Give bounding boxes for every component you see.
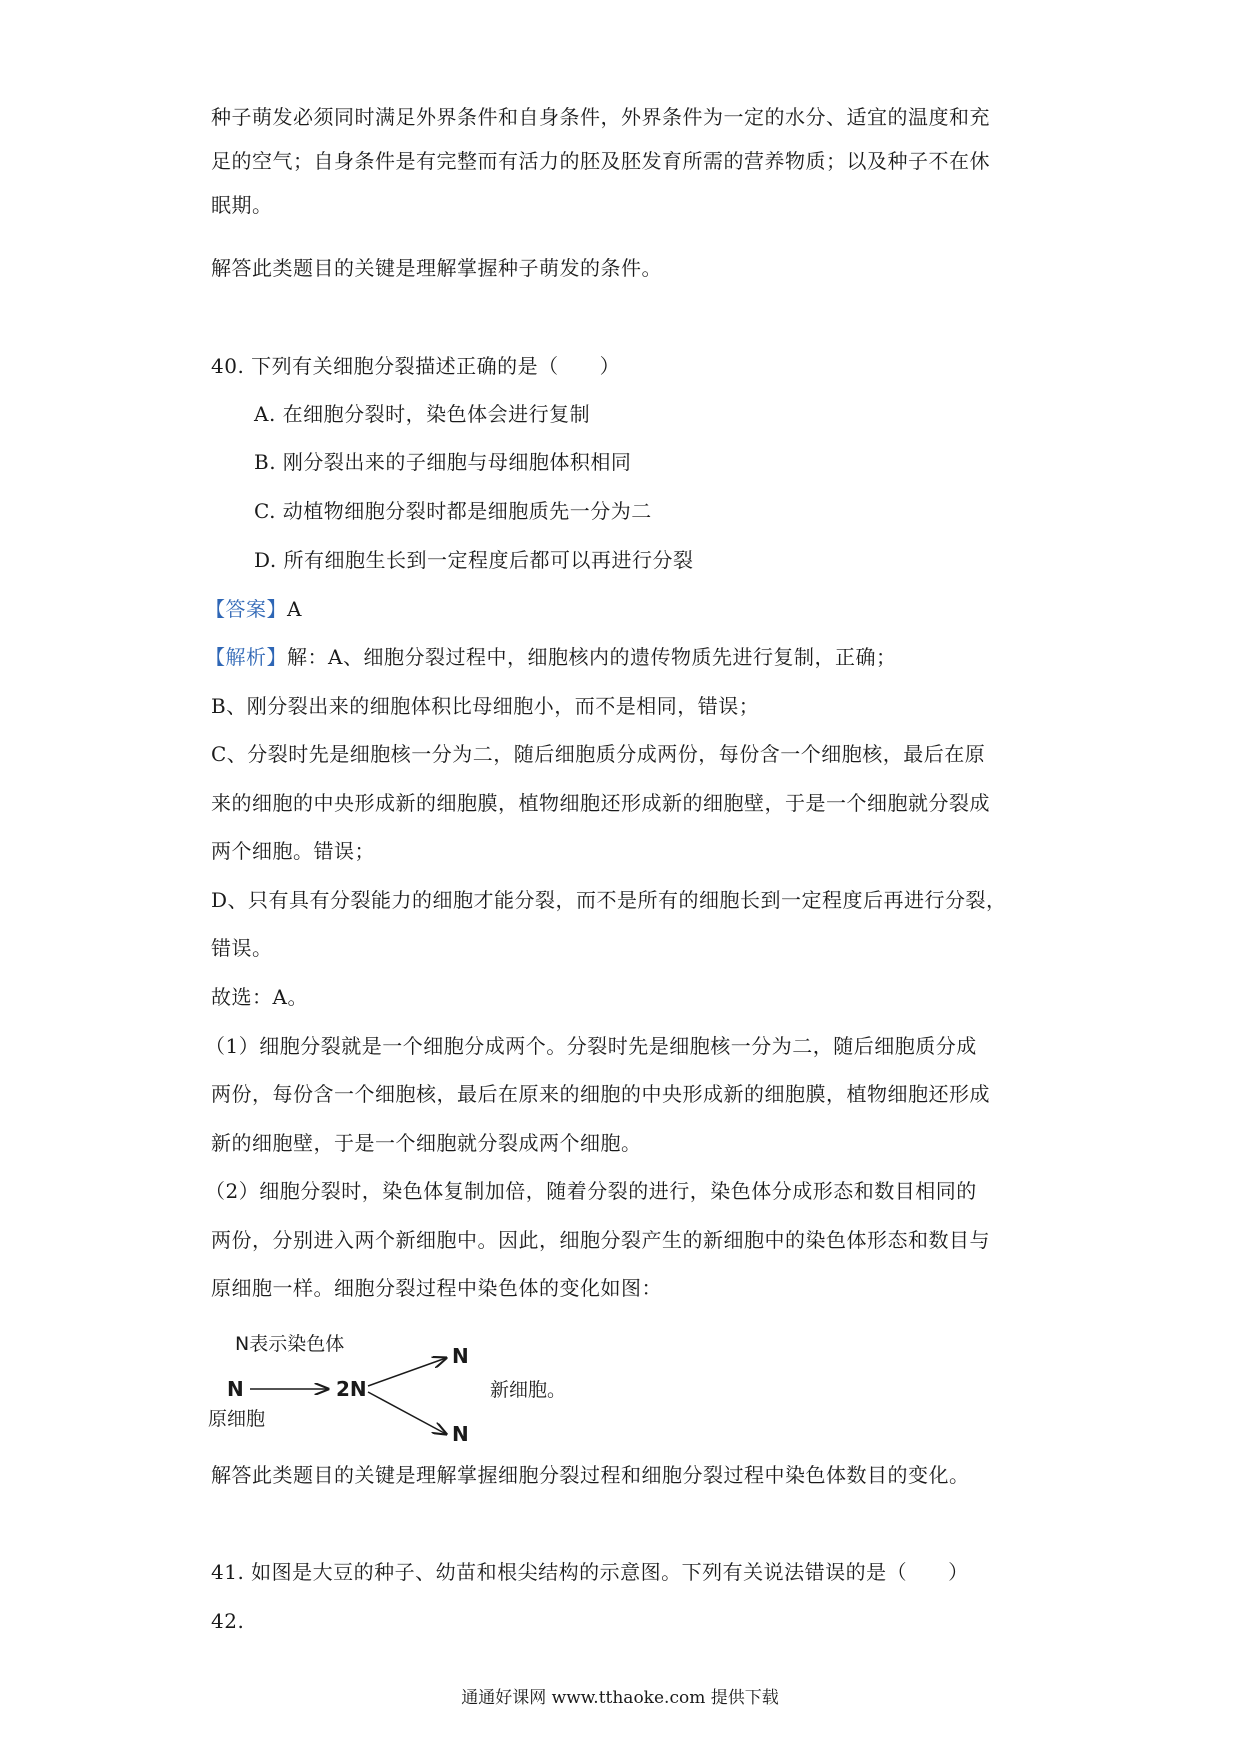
option-a: A. 在细胞分裂时，染色体会进行复制 xyxy=(254,402,591,426)
analysis-line: 两个细胞。错误； xyxy=(211,839,375,863)
answer-value: A xyxy=(287,597,302,621)
option-c: C. 动植物细胞分裂时都是细胞质先一分为二 xyxy=(254,499,652,523)
arrow-to-bottom-n xyxy=(368,1392,446,1434)
answer-line xyxy=(205,595,302,623)
diagram-middle-2n: 2N xyxy=(336,1377,367,1401)
chromosome-division-diagram xyxy=(200,1328,620,1458)
note-line: （1）细胞分裂就是一个细胞分成两个。分裂时先是细胞核一分为二，随后细胞质分成 xyxy=(205,1034,977,1058)
arrow-to-top-n xyxy=(368,1358,446,1386)
explanation-line: 种子萌发必须同时满足外界条件和自身条件，外界条件为一定的水分、适宜的温度和充 xyxy=(211,105,990,129)
explanation-key: 解答此类题目的关键是理解掌握种子萌发的条件。 xyxy=(211,256,662,280)
analysis-line xyxy=(205,643,896,671)
note-line: 两份，每份含一个细胞核，最后在原来的细胞的中央形成新的细胞膜，植物细胞还形成 xyxy=(211,1082,990,1106)
question-41-stem: 41. 如图是大豆的种子、幼苗和根尖结构的示意图。下列有关说法错误的是（ ） xyxy=(211,1560,969,1584)
page-footer: 通通好课网 www.tthaoke.com 提供下载 xyxy=(461,1688,779,1708)
option-d: D. 所有细胞生长到一定程度后都可以再进行分裂 xyxy=(254,548,694,572)
diagram-end-label: 新细胞。 xyxy=(490,1379,567,1401)
explanation-line: 眠期。 xyxy=(211,193,273,217)
note-line: （2）细胞分裂时，染色体复制加倍，随着分裂的进行，染色体分成形态和数目相同的 xyxy=(205,1179,977,1203)
question-40-stem: 40. 下列有关细胞分裂描述正确的是（ ） xyxy=(211,354,621,378)
analysis-tag: 【解析】 xyxy=(205,645,287,669)
diagram-legend: N表示染色体 xyxy=(235,1333,345,1355)
note-line: 新的细胞壁，于是一个细胞就分裂成两个细胞。 xyxy=(211,1131,642,1155)
analysis-line: 来的细胞的中央形成新的细胞膜，植物细胞还形成新的细胞壁，于是一个细胞就分裂成 xyxy=(211,791,990,815)
note-line: 两份，分别进入两个新细胞中。因此，细胞分裂产生的新细胞中的染色体形态和数目与 xyxy=(211,1228,990,1252)
analysis-line: B、刚分裂出来的细胞体积比母细胞小，而不是相同，错误； xyxy=(211,694,760,718)
diagram-bottom-n: N xyxy=(452,1422,469,1446)
choice-line: 故选：A。 xyxy=(211,985,308,1009)
diagram-start-n: N xyxy=(227,1377,244,1401)
explanation-line: 足的空气；自身条件是有完整而有活力的胚及胚发育所需的营养物质；以及种子不在休 xyxy=(211,149,990,173)
analysis-text: 解：A、细胞分裂过程中，细胞核内的遗传物质先进行复制，正确； xyxy=(287,645,897,669)
diagram-start-label: 原细胞 xyxy=(208,1408,266,1430)
note-line: 原细胞一样。细胞分裂过程中染色体的变化如图： xyxy=(211,1276,662,1300)
question-42-stem: 42. xyxy=(211,1609,245,1633)
option-b: B. 刚分裂出来的子细胞与母细胞体积相同 xyxy=(254,450,632,474)
answer-tag: 【答案】 xyxy=(205,597,287,621)
analysis-line: D、只有具有分裂能力的细胞才能分裂，而不是所有的细胞长到一定程度后再进行分裂， xyxy=(211,888,1007,912)
diagram-top-n: N xyxy=(452,1344,469,1368)
analysis-line: 错误。 xyxy=(211,936,273,960)
analysis-line: C、分裂时先是细胞核一分为二，随后细胞质分成两份，每份含一个细胞核，最后在原 xyxy=(211,742,986,766)
key-line: 解答此类题目的关键是理解掌握细胞分裂过程和细胞分裂过程中染色体数目的变化。 xyxy=(211,1463,970,1487)
